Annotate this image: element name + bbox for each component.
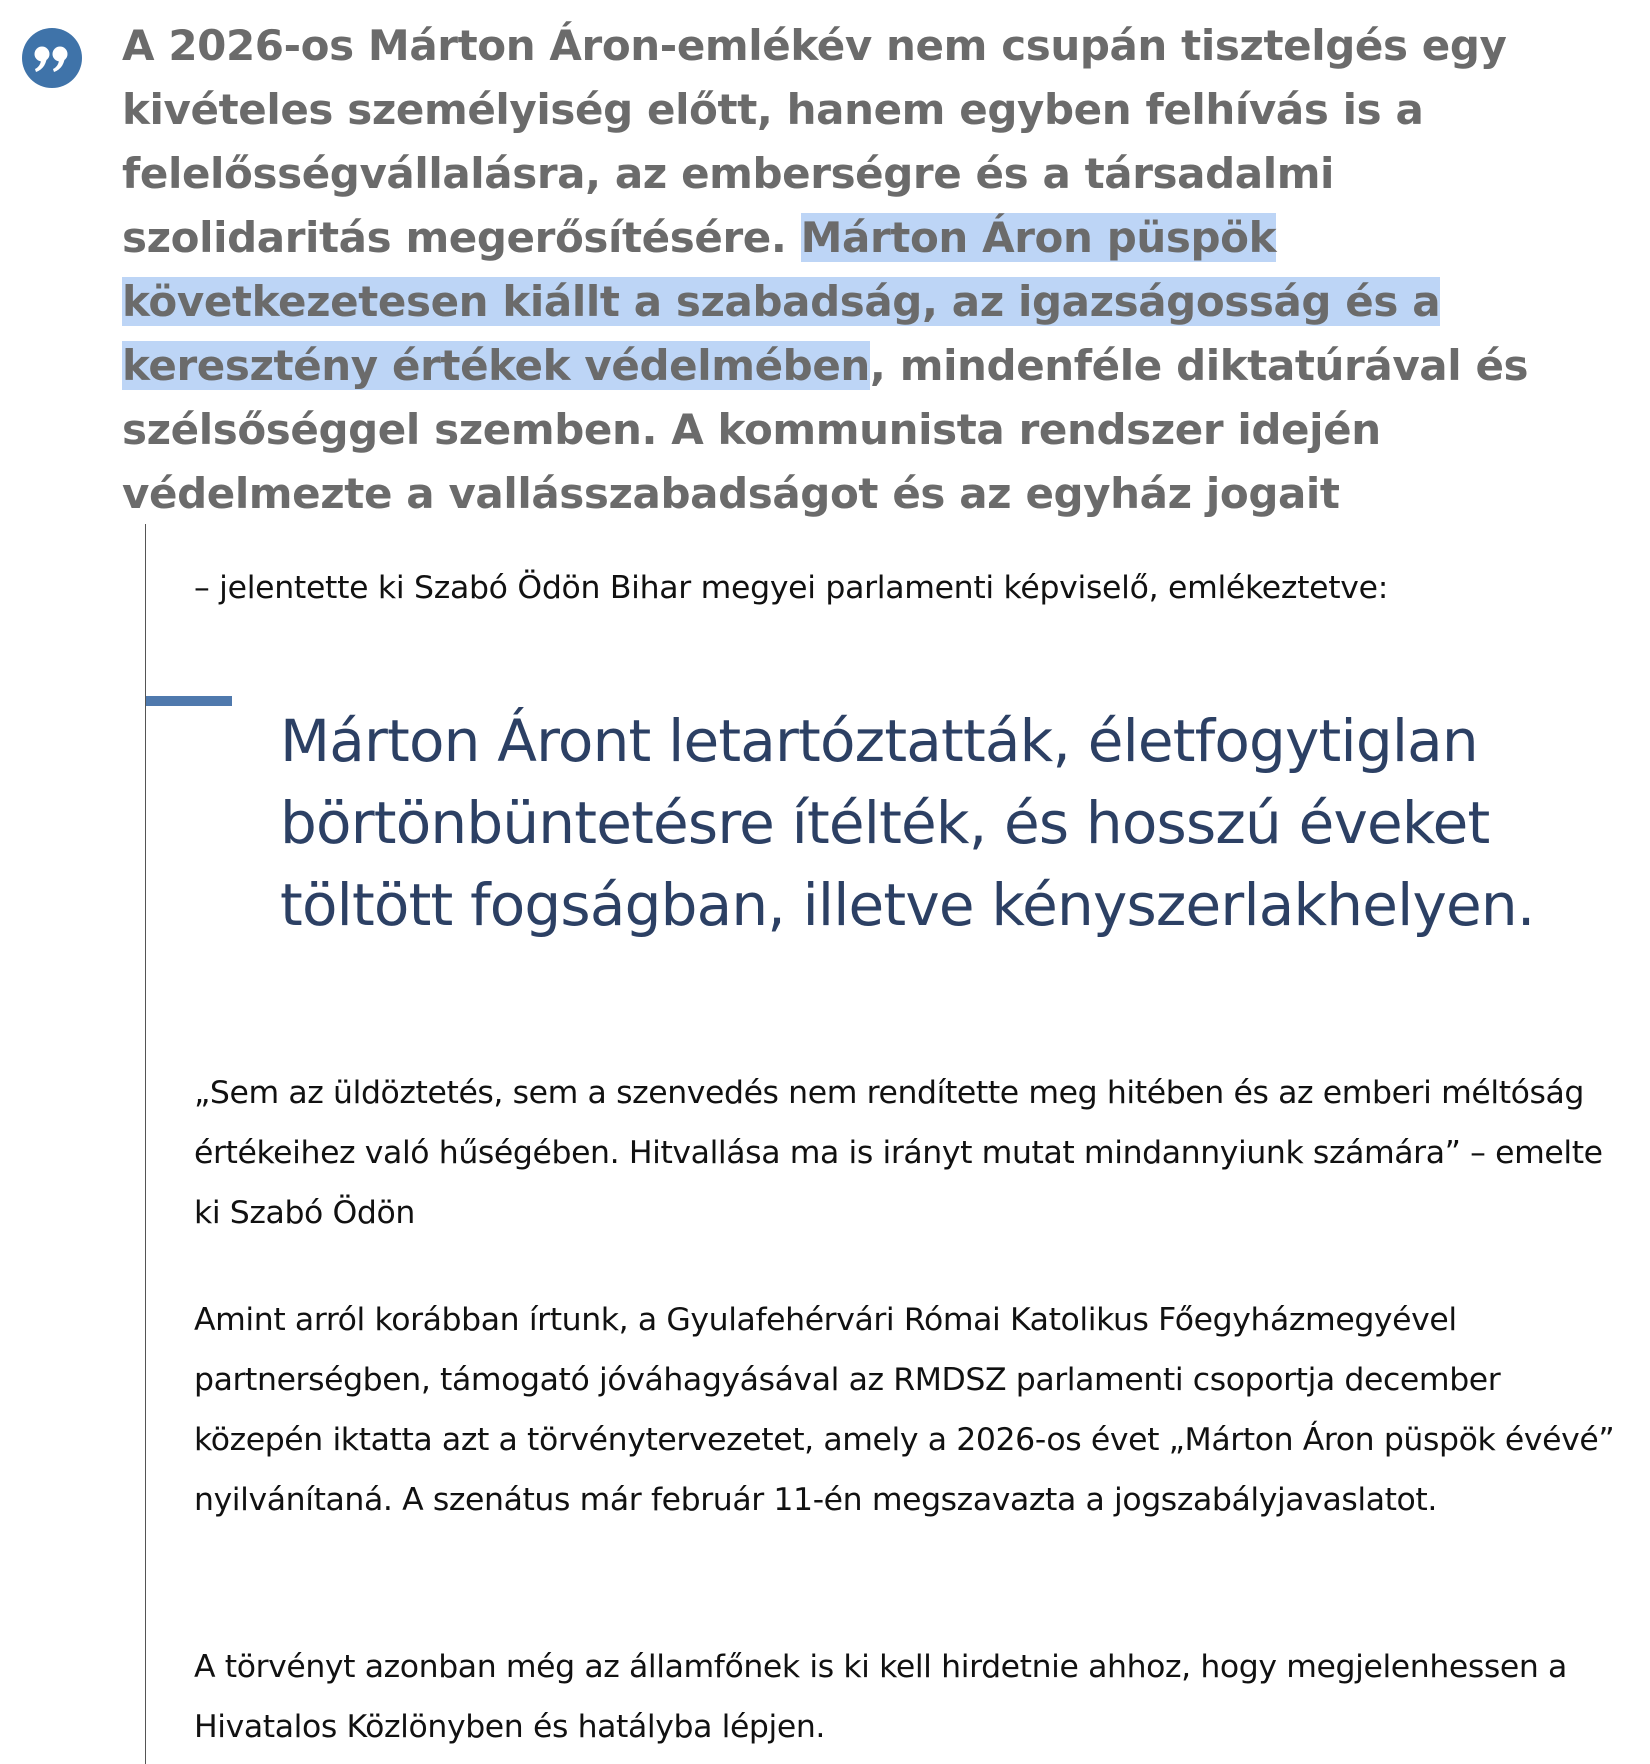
selected-text-highlight[interactable]: Márton Áron püspök következetesen kiállt a szabadság, az igazságosság és a keresztény értékek védelmében [122, 213, 1441, 390]
lead-quote [122, 14, 1542, 526]
article-paragraph: A törvényt azonban még az államfőnek is ki kell hirdetnie ahhoz, hogy megjelenhessen a Hivatalos Közlönyben és hatályba lépjen. [194, 1649, 1567, 1745]
pull-quote-accent-bar [146, 696, 232, 706]
lead-quote-text: A 2026-os Márton Áron-emlékév nem csupán tisztelgés egy kivételes személyiség előtt, hanem egyben felhívás is a felelősségvállalásra, az emberségre és a társadalmi szolidaritás megerősítésére. [122, 21, 1507, 262]
lead-quote-text-end: , mindenféle diktatúrával és szélsőséggel szemben. A kommunista rendszer idején védelmezte a vallásszabadságot és az egyház jogait [122, 341, 1529, 518]
quote-attribution: – jelentette ki Szabó Ödön Bihar megyei parlamenti képviselő, emlékeztetve: [194, 570, 1389, 606]
quote-divider-line [145, 524, 146, 1764]
article-paragraph: „Sem az üldöztetés, sem a szenvedés nem rendítette meg hitében és az emberi méltóság értékeihez való hűségében. Hitvallása ma is irányt mutat mindannyiunk számára” – emelte ki Szabó Ödön [194, 1075, 1603, 1231]
quote-icon [22, 28, 82, 88]
pull-quote: Márton Áront letartóztatták, életfogytiglan börtönbüntetésre ítélték, és hosszú éveket töltött fogságban, illetve kényszerlakhelyen. [280, 707, 1535, 939]
article-paragraph: Amint arról korábban írtunk, a Gyulafehérvári Római Katolikus Főegyházmegyével partnerségben, támogató jóváhagyásával az RMDSZ parlamenti csoportja december közepén iktatta azt a törvénytervezetet, amely a 2026-os évet „Márton Áron püspök évévé” nyilvánítaná. A szenátus már február 11-én megszavazta a jogszabályjavaslatot. [194, 1302, 1615, 1518]
